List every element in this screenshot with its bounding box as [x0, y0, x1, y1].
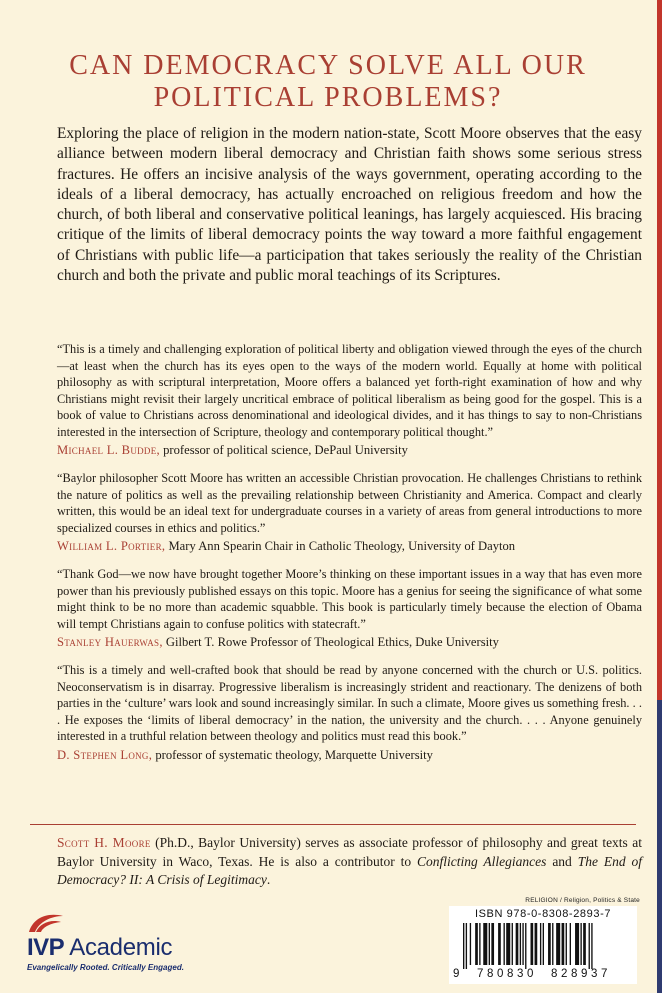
- barcode-bar: [498, 923, 501, 965]
- endorsement-quote: “Thank God—we now have brought together Moore’s thinking on these important issues in a way that has even more power than his previously published essays on this topic. Moore has a genius for seeing the significance of what some might think to be no more than academic squabble. This book is particularly timely because the election of Obama will tempt Christians again to confuse politics with statecraft.”: [57, 567, 642, 631]
- endorsement: [57, 470, 642, 555]
- publisher-name-rest: Academic: [64, 934, 173, 961]
- endorser-title: professor of systematic theology, Marquette University: [152, 747, 433, 762]
- barcode-bar: [543, 923, 544, 965]
- endorsement-attribution: [57, 538, 642, 555]
- bio-text: (Ph.D., Baylor University) serves as associate professor of philosophy and great texts at Baylor University in Waco, Texas. He is also a contributor to: [57, 835, 642, 869]
- isbn-barcode: [449, 906, 637, 984]
- flame-icon: [27, 910, 67, 934]
- barcode-bar: [570, 923, 571, 965]
- barcode-bar: [556, 923, 560, 965]
- endorsement-quote: “This is a timely and challenging exploration of political liberty and obligation viewed through the eyes of the church—at least when the church has its eyes open to the ways of the modern world. Equally at home with political philosophy as with scriptural interpretation, Moore offers a balanced yet forth-right examination of how and why Christians might revisit their largely uncritical embrace of political liberalism as being good for the gospel. This is a book of value to Christians across denominational and ideological divides, and it has things to say to non-Christians interested in the intersection of Scripture, theology and contemporary political thought.”: [57, 342, 642, 439]
- endorsement: [57, 566, 642, 651]
- barcode-bar: [516, 923, 519, 965]
- barcode-bar: [591, 923, 592, 969]
- bio-text: .: [266, 872, 271, 887]
- headline-line-2: POLITICAL PROBLEMS?: [153, 82, 503, 113]
- section-divider: [30, 824, 636, 825]
- barcode-bar: [479, 923, 480, 965]
- barcode-bar: [525, 923, 526, 969]
- publisher-name-bold: IVP: [27, 934, 65, 961]
- barcode-bar: [552, 923, 553, 965]
- category-label: RELIGION / Religion, Politics & State: [525, 897, 640, 904]
- barcode-bar: [548, 923, 551, 965]
- endorser-name: Stanley Hauerwas,: [57, 635, 163, 649]
- barcode-bar: [589, 923, 590, 969]
- endorser-name: Michael L. Budde,: [57, 443, 160, 457]
- publisher-logo: [27, 910, 247, 982]
- barcode-bar: [475, 923, 478, 965]
- endorsements: [57, 341, 642, 775]
- barcode-bar: [522, 923, 523, 965]
- barcode-bar: [535, 923, 538, 965]
- endorser-title: Gilbert T. Rowe Professor of Theological Ethics, Duke University: [162, 635, 499, 649]
- author-name: Scott H. Moore: [57, 835, 151, 850]
- barcode-bar: [504, 923, 505, 965]
- barcode-bar: [566, 923, 567, 965]
- spine-edge-red: [657, 0, 662, 700]
- barcode-bars: [463, 923, 623, 969]
- endorsement: [57, 341, 642, 459]
- endorsement-quote: “This is a timely and well-crafted book that should be read by anyone concerned with the church or U.S. politics. Neoconservatism is in disarray. Progressive liberalism is increasingly strident and reactionary. The denizens of both parties in the ‘culture’ wars look and sound increasingly similar. In such a climate, Moore gives us something fresh. . . . He exposes the ‘limits of liberal democracy’ in the nation, the university and the church. . . . Anyone genuinely interested in a truthful relation between theology and politics must read this book.”: [57, 663, 642, 743]
- endorser-name: D. Stephen Long,: [57, 747, 153, 762]
- barcode-bar: [489, 923, 490, 965]
- barcode-bar: [470, 923, 471, 965]
- endorsement-attribution: [57, 442, 642, 459]
- barcode-bar: [491, 923, 494, 965]
- spine-edge-blue: [657, 700, 662, 993]
- barcode-bar: [506, 923, 510, 965]
- endorser-title: Mary Ann Spearin Chair in Catholic Theology, University of Dayton: [165, 539, 516, 553]
- barcode-bar: [463, 923, 464, 969]
- barcode-bar: [562, 923, 565, 965]
- barcode-bar: [531, 923, 534, 965]
- barcode-bar: [575, 923, 579, 965]
- book-description: Exploring the place of religion in the modern nation-state, Scott Moore observes that the easy alliance between modern liberal democracy and Christian faith shows some serious stress fractures. He offers an incisive analysis of the ways government, operating according to the ideals of a liberal democracy, has actually encroached on religious freedom and how the church, of both liberal and conservative political leanings, has largely acquiesced. His bracing critique of the limits of liberal democracy points the way toward a more faithful engagement of Christians with public life—a participation that takes seriously the reality of the Christian church and both the private and public moral teachings of its Scriptures.: [57, 125, 642, 285]
- publisher-name: [27, 934, 172, 962]
- barcode-bar: [466, 923, 467, 969]
- endorsement-attribution: [57, 634, 642, 651]
- barcode-bar: [540, 923, 541, 965]
- barcode-bar: [512, 923, 513, 965]
- endorsement: [57, 662, 642, 764]
- headline: [20, 50, 636, 114]
- isbn-number: ISBN 978-0-8308-2893-7: [474, 908, 612, 920]
- book-title-2: The End of Democracy? II: A Crisis of Legitimacy: [57, 853, 643, 887]
- barcode-lead-digit: 9: [453, 968, 460, 980]
- barcode-left-digits: 780830: [477, 968, 537, 980]
- barcode-right-digits: 828937: [551, 968, 611, 980]
- book-title-1: Conflicting Allegiances: [417, 853, 547, 869]
- endorsement-quote: “Baylor philosopher Scott Moore has written an accessible Christian provocation. He challenges Christians to rethink the nature of politics as well as the prevailing relationship between Christianity and America. Compact and clearly written, this would be an ideal text for undergraduate courses in a variety of areas from general introductions to more specialized courses in ethics and politics.”: [57, 471, 642, 535]
- headline-line-1: CAN DEMOCRACY SOLVE ALL OUR: [69, 50, 587, 81]
- endorser-name: William L. Portier,: [57, 539, 166, 553]
- bio-text: and: [546, 853, 578, 869]
- endorser-title: professor of political science, DePaul University: [159, 443, 408, 457]
- barcode-bar: [483, 923, 487, 965]
- publisher-tagline: Evangelically Rooted. Critically Engaged.: [27, 963, 184, 972]
- endorsement-attribution: [57, 747, 642, 764]
- barcode-bar: [583, 923, 586, 965]
- barcode-bar: [520, 923, 521, 965]
- author-bio: [57, 834, 642, 890]
- barcode-bar: [580, 923, 581, 965]
